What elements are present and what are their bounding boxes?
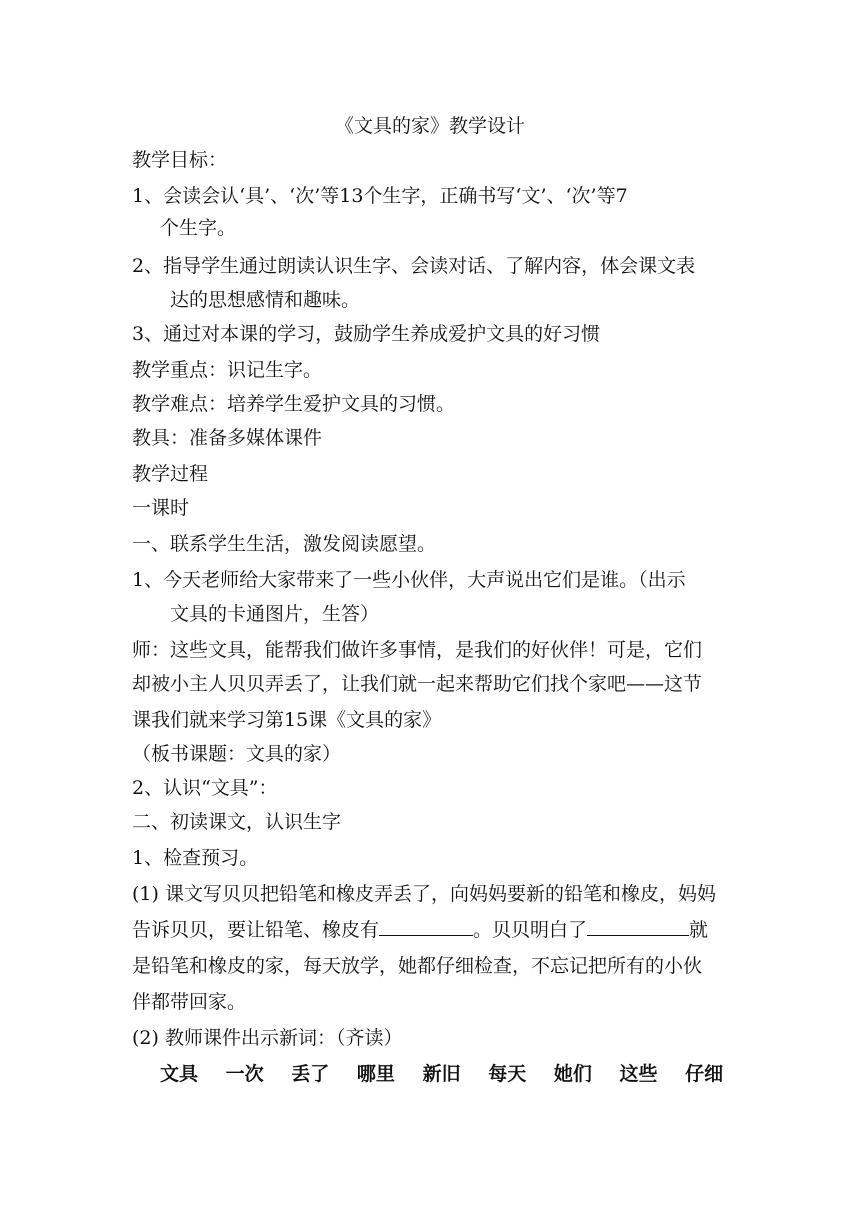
objective-1-cont: 个生字。 — [160, 217, 237, 239]
question-1-text-c: 就 — [689, 919, 709, 941]
step-two-heading: 二、初读课文，认识生字 — [132, 811, 342, 833]
key-point: 教学重点：识记生字。 — [132, 359, 323, 381]
step-one-heading: 一、联系学生生活，激发阅读愿望。 — [132, 533, 437, 555]
question-1-text-b: 。贝贝明白了 — [473, 919, 588, 941]
document-title: 《文具的家》教学设计 — [334, 115, 525, 137]
new-word: 新旧 — [422, 1063, 461, 1085]
new-words-row — [160, 1060, 744, 1088]
new-word: 文具 — [160, 1063, 199, 1085]
new-word: 每天 — [488, 1063, 527, 1085]
new-word: 丢了 — [291, 1063, 330, 1085]
teaching-aids: 教具：准备多媒体课件 — [132, 427, 323, 449]
teacher-speech-line-2: 却被小主人贝贝弄丢了，让我们就一起来帮助它们找个家吧——这节 — [132, 673, 703, 695]
section-heading-process: 教学过程 — [132, 463, 209, 485]
teacher-speech-line-3: 课我们就来学习第15课《文具的家》 — [132, 709, 442, 731]
question-1-line-2 — [0, 916, 860, 944]
new-word: 她们 — [553, 1063, 592, 1085]
new-word: 仔细 — [685, 1063, 724, 1085]
question-1-text-a: 告诉贝贝，要让铅笔、橡皮有 — [132, 919, 380, 941]
step-one-item-1: 1、今天老师给大家带来了一些小伙伴，大声说出它们是谁。（出示 — [132, 569, 686, 591]
step-two-item-1: 1、检查预习。 — [132, 847, 259, 869]
question-1-line-4: 伴都带回家。 — [132, 991, 247, 1013]
new-word: 这些 — [619, 1063, 658, 1085]
question-2-line: (2) 教师课件出示新词：（齐读） — [132, 1027, 403, 1049]
step-one-item-2: 2、认识“文具”： — [132, 777, 278, 799]
fill-blank-1 — [379, 917, 473, 936]
objective-3: 3、通过对本课的学习，鼓励学生养成爱护文具的好习惯 — [132, 323, 601, 345]
fill-blank-2 — [587, 917, 689, 936]
section-heading-objectives: 教学目标： — [132, 149, 228, 171]
new-word: 哪里 — [356, 1063, 395, 1085]
objective-2: 2、指导学生通过朗读认识生字、会读对话、了解内容，体会课文表 — [132, 255, 696, 277]
new-word: 一次 — [225, 1063, 264, 1085]
lesson-period: 一课时 — [132, 497, 190, 519]
teacher-speech-line-1: 师：这些文具，能帮我们做许多事情，是我们的好伙伴！可是，它们 — [132, 639, 703, 661]
question-1-line-1: (1) 课文写贝贝把铅笔和橡皮弄丢了，向妈妈要新的铅笔和橡皮，妈妈 — [132, 883, 716, 905]
question-1-line-3: 是铅笔和橡皮的家，每天放学，她都仔细检查，不忘记把所有的小伙 — [132, 955, 703, 977]
step-one-item-1-cont: 文具的卡通图片，生答） — [170, 603, 380, 625]
objective-2-cont: 达的思想感情和趣味。 — [170, 289, 361, 311]
difficulty: 教学难点：培养学生爱护文具的习惯。 — [132, 393, 456, 415]
objective-1: 1、会读会认‘具’、‘次’等13个生字，正确书写‘文’、‘次’等7 — [132, 185, 628, 207]
board-title-note: （板书课题：文具的家） — [132, 743, 342, 765]
